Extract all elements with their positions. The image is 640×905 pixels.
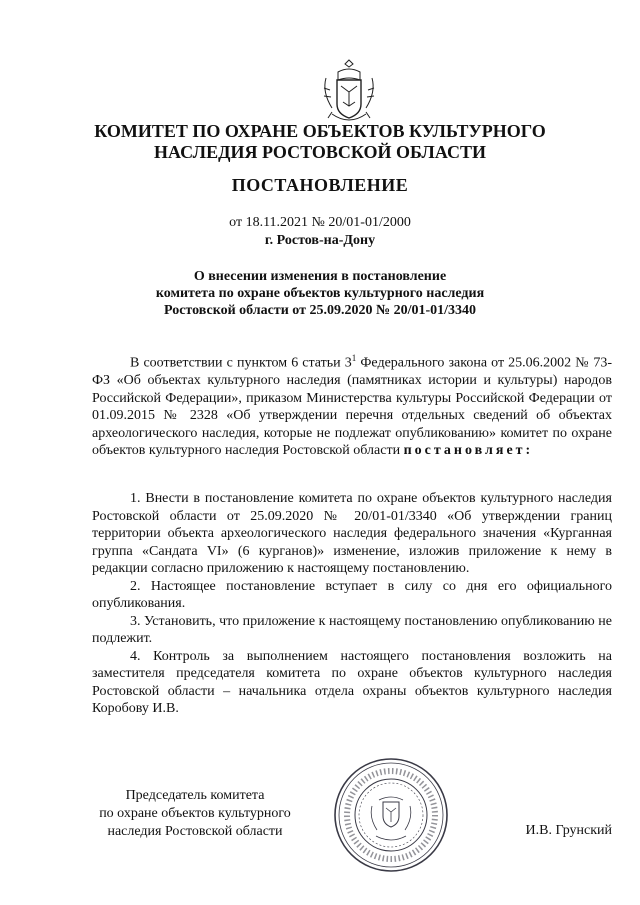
resolution-item-4: 4. Контроль за выполнением настоящего постановления возложить на заместителя председателя комитета по охране объектов культурного наследия Ростовской области – начальника отдела охраны объектов культурного наследия Коробову И.В. bbox=[92, 648, 612, 716]
preamble-part-1: В соответствии с пунктом 6 статьи 3 bbox=[130, 355, 352, 371]
subject-line-1: О внесении изменения в постановление bbox=[193, 269, 447, 284]
document-subject bbox=[0, 268, 640, 319]
resolution-item-2: 2. Настоящее постановление вступает в силу со дня его официального опубликования. bbox=[92, 578, 612, 611]
resolution-item-1: 1. Внести в постановление комитета по охране объектов культурного наследия Ростовской области от 25.09.2020 № 20/01-01/3340 «Об утверждении границ территории объекта археологического наследия федерального значения «Курганная группа «Сандата VI» (6 курганов)» изменение, изложив приложение к нему в редакции согласно приложению к настоящему постановлению. bbox=[92, 491, 612, 576]
org-line-1: КОМИТЕТ ПО ОХРАНЕ ОБЪЕКТОВ КУЛЬТУРНОГО bbox=[94, 121, 546, 141]
document-type: ПОСТАНОВЛЕНИЕ bbox=[231, 175, 409, 195]
position-line-3: наследия Ростовской области bbox=[107, 824, 283, 839]
resolves-word: постановляет: bbox=[403, 443, 534, 459]
subject-line-3: Ростовской области от 25.09.2020 № 20/01-01/3340 bbox=[163, 303, 477, 318]
resolution-items bbox=[92, 490, 612, 718]
coat-of-arms-icon bbox=[320, 58, 378, 126]
date-number: от 18.11.2021 № 20/01-01/2000 bbox=[229, 215, 411, 230]
signatory-position bbox=[90, 787, 300, 841]
preamble-paragraph bbox=[92, 350, 612, 460]
subject-line-2: комитета по охране объектов культурного наследия bbox=[155, 286, 485, 301]
position-line-2: по охране объектов культурного bbox=[99, 806, 291, 821]
position-line-1: Председатель комитета bbox=[125, 788, 265, 803]
org-line-2: НАСЛЕДИЯ РОСТОВСКОЙ ОБЛАСТИ bbox=[154, 142, 486, 162]
article-superscript: 1 bbox=[351, 353, 357, 363]
official-seal-icon bbox=[332, 756, 450, 874]
preamble-part-2: Федерального закона от 25.06.2002 № 73-ФЗ «Об объектах культурного наследия (памятниках истории и культуры) народов Российской Федерации», приказом Министерства культуры Российской Федерации от 01.09.2015 № 2328 «Об утверждении перечня отдельных сведений об объектах археологического наследия, которые не подлежат опубликованию» комитет по охране объектов культурного наследия Ростовской области bbox=[92, 355, 613, 459]
resolution-item-3: 3. Установить, что приложение к настоящему постановлению опубликованию не подлежит. bbox=[92, 613, 612, 646]
organization-name bbox=[0, 121, 640, 163]
signatory-name: И.В. Грунский bbox=[525, 823, 612, 838]
city: г. Ростов-на-Дону bbox=[264, 233, 376, 248]
